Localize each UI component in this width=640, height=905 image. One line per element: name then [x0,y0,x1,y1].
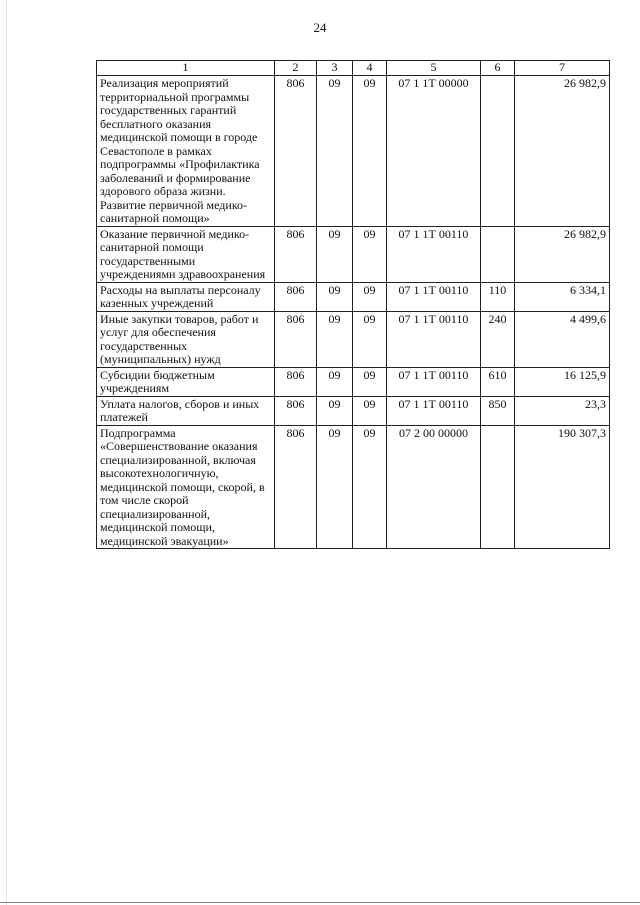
table-row [97,311,610,367]
subsection-code-cell: 09 [353,367,387,396]
target-article-cell: 07 1 1Т 00110 [387,311,481,367]
subsection-code-cell: 09 [353,76,387,227]
section-code-cell: 09 [317,76,353,227]
amount-cell: 26 982,9 [515,226,610,282]
table-row [97,425,610,549]
ministry-code-cell: 806 [275,425,317,549]
row-name-cell: Субсидии бюджетным учреждениям [97,367,275,396]
ministry-code-cell: 806 [275,311,317,367]
budget-table [96,60,610,549]
row-name-cell: Иные закупки товаров, работ и услуг для обеспечения государственных (муниципальных) нужд [97,311,275,367]
table-row [97,396,610,425]
amount-cell: 190 307,3 [515,425,610,549]
row-name-cell: Уплата налогов, сборов и иных платежей [97,396,275,425]
scan-bottom-edge [0,902,640,903]
header-cell-col2: 2 [275,61,317,76]
table-row [97,282,610,311]
expense-type-cell [481,76,515,227]
amount-cell: 4 499,6 [515,311,610,367]
section-code-cell: 09 [317,311,353,367]
header-cell-col7: 7 [515,61,610,76]
ministry-code-cell: 806 [275,367,317,396]
expense-type-cell: 240 [481,311,515,367]
table-row [97,367,610,396]
target-article-cell: 07 1 1Т 00110 [387,282,481,311]
subsection-code-cell: 09 [353,226,387,282]
ministry-code-cell: 806 [275,282,317,311]
target-article-cell: 07 1 1Т 00110 [387,226,481,282]
header-cell-col3: 3 [317,61,353,76]
section-code-cell: 09 [317,396,353,425]
amount-cell: 16 125,9 [515,367,610,396]
expense-type-cell: 850 [481,396,515,425]
row-name-cell: Подпрограмма «Совершенствование оказания специализированной, включая высокотехнологичную, медицинской помощи, скорой, в том числе скорой специализированной, медицинской помощи, медицинской эвакуации» [97,425,275,549]
amount-cell: 6 334,1 [515,282,610,311]
subsection-code-cell: 09 [353,311,387,367]
page-number: 24 [313,20,327,35]
table-row [97,226,610,282]
ministry-code-cell: 806 [275,226,317,282]
amount-cell: 26 982,9 [515,76,610,227]
section-code-cell: 09 [317,425,353,549]
row-name-cell: Оказание первичной медико-санитарной помощи государственными учреждениями здравоохранения [97,226,275,282]
header-cell-col6: 6 [481,61,515,76]
row-name-cell: Реализация мероприятий территориальной программы государственных гарантий бесплатного оказания медицинской помощи в городе Севастополе в рамках подпрограммы «Профилактика заболеваний и формирование здорового образа жизни. Развитие первичной медико-санитарной помощи» [97,76,275,227]
scan-edge-line [6,0,7,905]
target-article-cell: 07 1 1Т 00110 [387,396,481,425]
expense-type-cell [481,425,515,549]
subsection-code-cell: 09 [353,282,387,311]
section-code-cell: 09 [317,226,353,282]
header-cell-col5: 5 [387,61,481,76]
expense-type-cell [481,226,515,282]
ministry-code-cell: 806 [275,396,317,425]
target-article-cell: 07 1 1Т 00000 [387,76,481,227]
header-cell-col1: 1 [97,61,275,76]
header-cell-col4: 4 [353,61,387,76]
expense-type-cell: 110 [481,282,515,311]
target-article-cell: 07 1 1Т 00110 [387,367,481,396]
amount-cell: 23,3 [515,396,610,425]
subsection-code-cell: 09 [353,425,387,549]
subsection-code-cell: 09 [353,396,387,425]
target-article-cell: 07 2 00 00000 [387,425,481,549]
expense-type-cell: 610 [481,367,515,396]
section-code-cell: 09 [317,367,353,396]
ministry-code-cell: 806 [275,76,317,227]
table-row [97,76,610,227]
header-row [97,61,610,76]
section-code-cell: 09 [317,282,353,311]
row-name-cell: Расходы на выплаты персоналу казенных учреждений [97,282,275,311]
